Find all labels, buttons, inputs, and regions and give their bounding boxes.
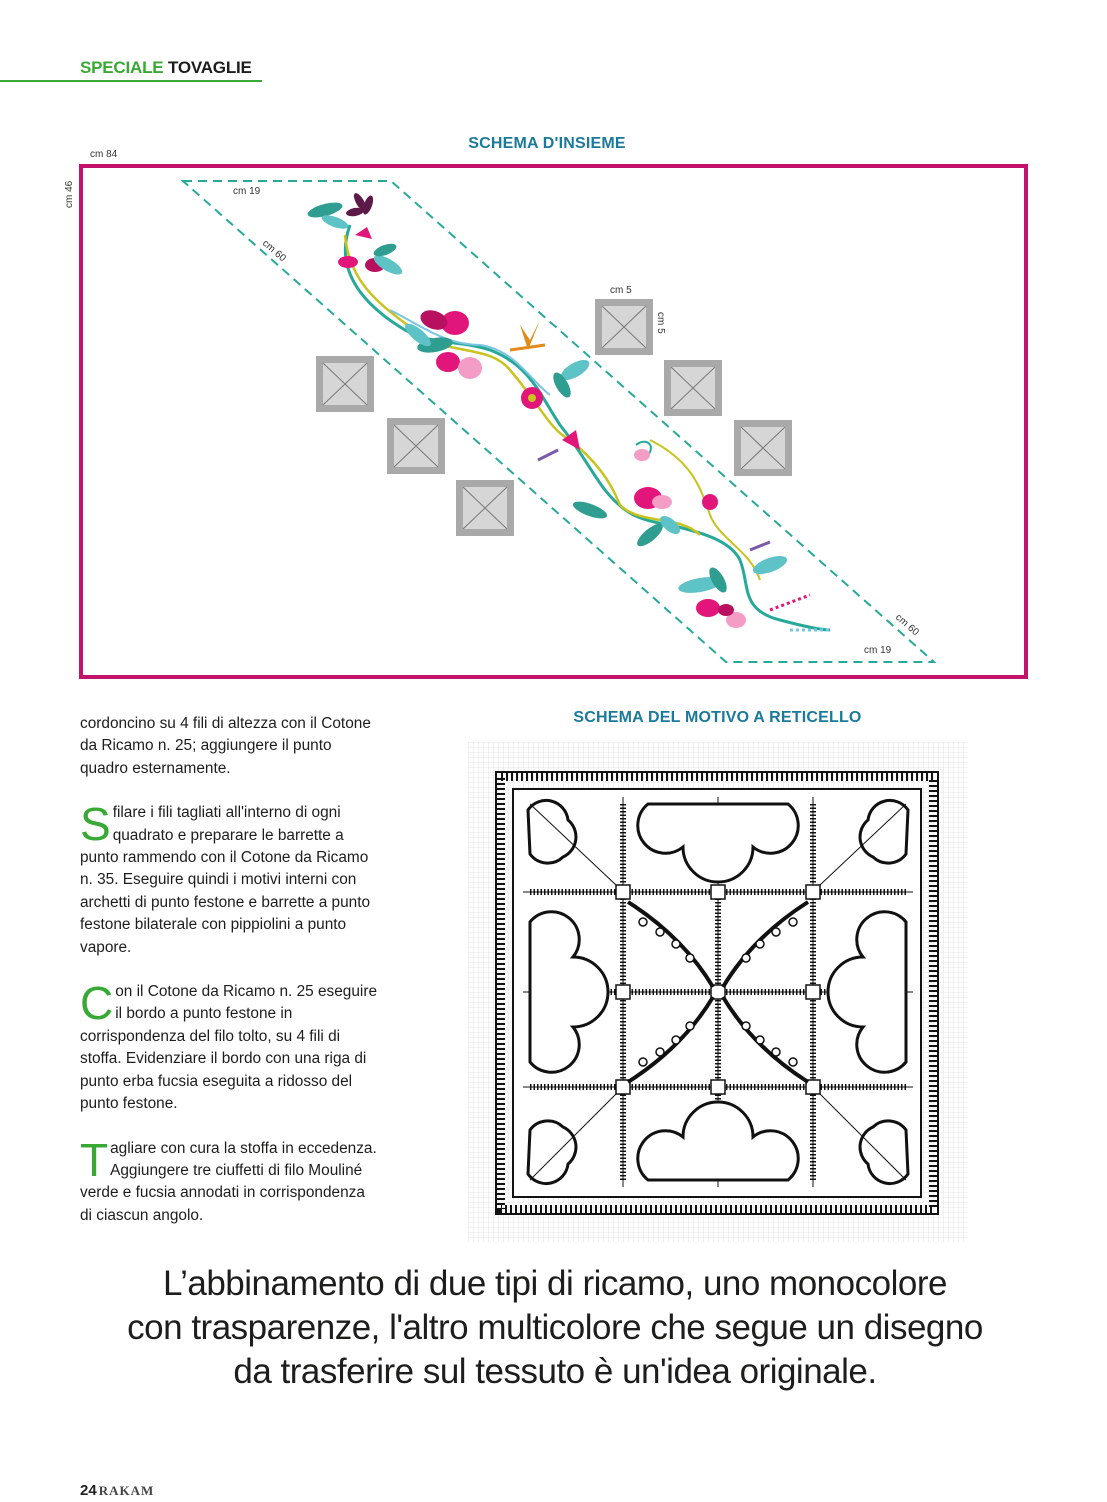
reticello-square-1 <box>316 356 374 412</box>
dropcap-s: S <box>80 798 111 851</box>
paragraph-3-text: on il Cotone da Ricamo n. 25 eseguire il bordo a punto festone in corrispondenza del filo tolto, su 4 fili di stoffa. Evidenziare il bordo con una riga di punto erba fucsia eseguita a ridosso del punto festone. <box>80 983 378 1113</box>
reticello-square-3 <box>456 480 514 536</box>
pull-quote <box>60 1262 1050 1394</box>
square-width-label: cm 5 <box>610 285 632 296</box>
section-topic: TOVAGLIE <box>167 58 252 77</box>
paragraph-2 <box>80 798 380 959</box>
page-number: 24 <box>80 1482 97 1499</box>
dropcap-t: T <box>80 1133 109 1186</box>
pull-quote-line-1: L’abbinamento di due tipi di ricamo, uno monocolore <box>163 1264 947 1303</box>
paragraph-3 <box>80 977 380 1115</box>
instructions-text <box>80 713 380 1249</box>
magazine-name: RAKAM <box>98 1483 155 1498</box>
strip-top-width-label: cm 19 <box>233 186 261 197</box>
floral-branch <box>306 191 830 630</box>
section-name: SPECIALE <box>80 58 164 77</box>
overview-title: SCHEMA D'INSIEME <box>468 135 626 152</box>
paragraph-2-text: filare i fili tagliati all'interno di ogni quadrato e preparare le barrette a punto rammendo con il Cotone da Ricamo n. 35. Eseguire quindi i motivi interni con archetti di punto festone e barrette a punto festone bilaterale con pippiolini a punto vapore. <box>80 804 371 956</box>
header-rule <box>0 80 262 82</box>
width-label: cm 84 <box>90 149 118 160</box>
reticello-square-2 <box>387 418 445 474</box>
strip-left-length-label: cm 60 <box>260 237 288 265</box>
paragraph-4-text: agliare con cura la stoffa in eccedenza. Aggiungere tre ciuffetti di filo Mouliné verde e fucsia annodati in corrispondenza di ciascun angolo. <box>80 1139 377 1224</box>
paragraph-1: cordoncino su 4 fili di altezza con il Cotone da Ricamo n. 25; aggiungere il punto quadro esternamente. <box>80 715 371 777</box>
overview-diagram <box>50 140 1040 685</box>
strip-right-length-label: cm 60 <box>893 611 921 639</box>
reticello-motif-chart <box>468 742 968 1242</box>
reticello-square-4 <box>595 299 653 355</box>
section-label <box>80 58 252 78</box>
strip-bottom-width-label: cm 19 <box>864 645 892 656</box>
section-header <box>0 58 262 82</box>
square-height-label: cm 5 <box>655 312 666 334</box>
dropcap-c: C <box>80 977 114 1030</box>
page-footer <box>80 1482 154 1499</box>
reticello-square-6 <box>734 420 792 476</box>
reticello-square-5 <box>664 360 722 416</box>
height-label: cm 46 <box>64 180 75 208</box>
paragraph-4 <box>80 1133 380 1228</box>
motif-title: SCHEMA DEL MOTIVO A RETICELLO <box>573 709 862 726</box>
tablecloth-frame <box>81 166 1026 677</box>
pull-quote-line-3: da trasferire sul tessuto è un'idea originale. <box>233 1352 877 1391</box>
pull-quote-line-2: con trasparenze, l'altro multicolore che segue un disegno <box>127 1308 983 1347</box>
